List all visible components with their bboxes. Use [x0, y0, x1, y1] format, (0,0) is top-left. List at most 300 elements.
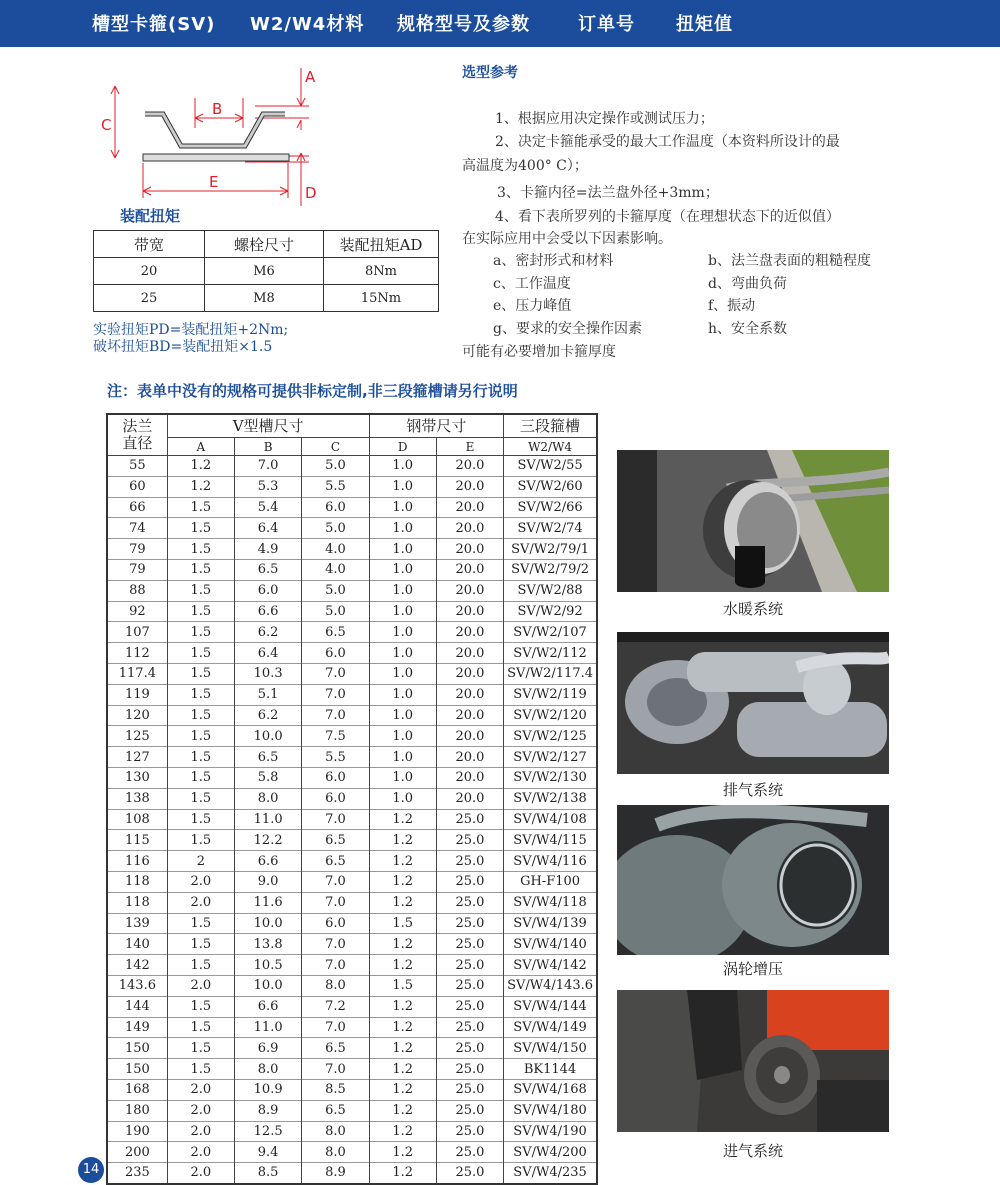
spec-cell: 1.5 [167, 996, 234, 1017]
spec-cell: 116 [107, 851, 167, 872]
spec-cell: SV/W2/117.4 [504, 663, 597, 684]
spec-cell: SV/W2/125 [504, 726, 597, 747]
spec-cell: 25.0 [436, 996, 503, 1017]
spec-cell: 13.8 [235, 934, 302, 955]
spec-cell: 6.5 [235, 747, 302, 768]
header-item-product: 槽型卡箍(SV) [92, 14, 216, 35]
spec-cell: 25.0 [436, 871, 503, 892]
spec-row [107, 622, 597, 643]
spec-cell: 25.0 [436, 1059, 503, 1080]
spec-cell: 6.5 [302, 851, 369, 872]
spec-cell: 1.2 [369, 809, 436, 830]
factor-e: e、压力峰值 [493, 298, 572, 314]
spec-cell: 7.0 [302, 705, 369, 726]
spec-cell: 1.2 [369, 955, 436, 976]
spec-cell: 6.0 [302, 497, 369, 518]
torque-table [93, 230, 439, 312]
spec-cell: 2.0 [167, 1142, 234, 1163]
spec-table [106, 413, 598, 1185]
spec-cell: 1.2 [369, 934, 436, 955]
spec-header-flange-line1: 法兰 [122, 417, 153, 435]
spec-cell: 1.5 [369, 975, 436, 996]
diagram-label-b: B [212, 100, 223, 118]
spec-cell: SV/W4/150 [504, 1038, 597, 1059]
spec-cell: 20.0 [436, 539, 503, 560]
spec-cell: 4.0 [302, 559, 369, 580]
spec-cell: 1.0 [369, 580, 436, 601]
spec-cell: 1.2 [369, 851, 436, 872]
spec-row [107, 601, 597, 622]
spec-cell: 25.0 [436, 975, 503, 996]
spec-cell: 6.9 [235, 1038, 302, 1059]
spec-cell: 7.0 [302, 1059, 369, 1080]
spec-cell: 127 [107, 747, 167, 768]
spec-cell: 2.0 [167, 871, 234, 892]
spec-cell: 7.0 [235, 456, 302, 477]
spec-cell: SV/W2/66 [504, 497, 597, 518]
spec-cell: 92 [107, 601, 167, 622]
spec-cell: SV/W4/200 [504, 1142, 597, 1163]
spec-cell: 120 [107, 705, 167, 726]
spec-cell: 7.0 [302, 934, 369, 955]
spec-cell: SV/W4/140 [504, 934, 597, 955]
spec-cell: 25.0 [436, 955, 503, 976]
spec-row [107, 1059, 597, 1080]
spec-cell: 25.0 [436, 830, 503, 851]
spec-row [107, 1100, 597, 1121]
spec-cell: SV/W4/149 [504, 1017, 597, 1038]
spec-row [107, 934, 597, 955]
torque-header-assembly: 装配扭矩AD [324, 231, 439, 258]
exhaust-caption: 排气系统 [722, 781, 783, 799]
spec-cell: 7.0 [302, 809, 369, 830]
spec-cell: 2.0 [167, 1163, 234, 1184]
torque-cell: 15Nm [324, 285, 439, 312]
spec-cell: 60 [107, 476, 167, 497]
spec-cell: SV/W2/60 [504, 476, 597, 497]
spec-cell: 1.0 [369, 663, 436, 684]
spec-cell: 66 [107, 497, 167, 518]
spec-header-band: 钢带尺寸 [369, 414, 504, 438]
spec-cell: 20.0 [436, 684, 503, 705]
reference-line-2a: 2、决定卡箍能承受的最大工作温度（本资料所设计的最 [495, 134, 840, 150]
spec-cell: 139 [107, 913, 167, 934]
spec-row [107, 975, 597, 996]
spec-cell: 11.6 [235, 892, 302, 913]
reference-line-3: 3、卡箍内径=法兰盘外径+3mm； [497, 185, 719, 201]
spec-cell: SV/W2/79/2 [504, 559, 597, 580]
spec-row [107, 580, 597, 601]
spec-cell: 1.5 [167, 1038, 234, 1059]
spec-cell: 6.0 [302, 643, 369, 664]
spec-cell: SV/W2/92 [504, 601, 597, 622]
factor-a: a、密封形式和材料 [493, 253, 614, 269]
spec-cell: 1.0 [369, 539, 436, 560]
spec-header-clamp: 三段箍槽 [504, 414, 597, 438]
spec-cell: 25.0 [436, 1121, 503, 1142]
spec-cell: SV/W2/120 [504, 705, 597, 726]
header-item-torque: 扭矩值 [676, 14, 733, 35]
spec-cell: 1.5 [167, 1059, 234, 1080]
spec-cell: 8.5 [302, 1079, 369, 1100]
spec-header-vgroove: V型槽尺寸 [167, 414, 369, 438]
spec-cell: 25.0 [436, 1100, 503, 1121]
spec-row [107, 871, 597, 892]
spec-cell: 1.2 [369, 1059, 436, 1080]
spec-cell: 6.6 [235, 601, 302, 622]
spec-cell: 8.0 [302, 975, 369, 996]
spec-row [107, 788, 597, 809]
factor-d: d、弯曲负荷 [708, 276, 787, 292]
spec-cell: 79 [107, 559, 167, 580]
torque-header-row [94, 231, 439, 258]
spec-cell: 1.0 [369, 643, 436, 664]
spec-cell: SV/W2/55 [504, 456, 597, 477]
spec-row [107, 663, 597, 684]
spec-cell: 1.5 [167, 788, 234, 809]
spec-cell: 20.0 [436, 726, 503, 747]
spec-subheader-material: W2/W4 [504, 438, 597, 456]
spec-cell: 10.0 [235, 975, 302, 996]
spec-cell: 8.0 [302, 1142, 369, 1163]
spec-cell: 1.2 [369, 1142, 436, 1163]
spec-cell: 1.5 [167, 747, 234, 768]
spec-cell: 1.5 [167, 913, 234, 934]
spec-cell: SV/W4/190 [504, 1121, 597, 1142]
spec-cell: SV/W2/88 [504, 580, 597, 601]
spec-cell: 1.2 [369, 1079, 436, 1100]
spec-cell: 7.2 [302, 996, 369, 1017]
spec-cell: 118 [107, 892, 167, 913]
spec-cell: 142 [107, 955, 167, 976]
spec-cell: 25.0 [436, 1038, 503, 1059]
spec-cell: 130 [107, 767, 167, 788]
spec-cell: SV/W2/138 [504, 788, 597, 809]
header-item-order: 订单号 [578, 14, 635, 35]
reference-title: 选型参考 [462, 65, 518, 81]
spec-cell: 10.9 [235, 1079, 302, 1100]
spec-cell: 1.5 [167, 934, 234, 955]
water-heating-photo [617, 450, 889, 592]
spec-cell: 140 [107, 934, 167, 955]
spec-cell: 119 [107, 684, 167, 705]
spec-cell: 1.5 [369, 913, 436, 934]
spec-row [107, 1163, 597, 1184]
spec-cell: 6.2 [235, 705, 302, 726]
spec-row [107, 705, 597, 726]
spec-cell: 7.0 [302, 871, 369, 892]
spec-cell: SV/W2/74 [504, 518, 597, 539]
spec-cell: 149 [107, 1017, 167, 1038]
spec-row [107, 747, 597, 768]
spec-cell: 20.0 [436, 747, 503, 768]
spec-cell: 190 [107, 1121, 167, 1142]
spec-cell: 1.2 [369, 1121, 436, 1142]
spec-cell: 5.0 [302, 456, 369, 477]
spec-cell: 4.9 [235, 539, 302, 560]
spec-cell: 9.4 [235, 1142, 302, 1163]
spec-cell: 12.2 [235, 830, 302, 851]
spec-table-body [107, 456, 597, 1184]
factor-g: g、要求的安全操作因素 [493, 321, 642, 337]
exhaust-photo [617, 632, 889, 774]
spec-subheader-e: E [436, 438, 503, 456]
spec-cell: 1.5 [167, 809, 234, 830]
spec-cell: 10.0 [235, 913, 302, 934]
spec-cell: 8.0 [235, 788, 302, 809]
header-item-spec: 规格型号及参数 [397, 14, 530, 35]
torque-row [94, 258, 439, 285]
spec-cell: SV/W4/142 [504, 955, 597, 976]
spec-cell: 1.5 [167, 767, 234, 788]
spec-cell: 20.0 [436, 559, 503, 580]
spec-cell: 143.6 [107, 975, 167, 996]
spec-cell: 1.5 [167, 622, 234, 643]
spec-cell: 1.2 [369, 871, 436, 892]
spec-cell: 6.6 [235, 851, 302, 872]
spec-cell: 1.5 [167, 559, 234, 580]
spec-cell: 5.4 [235, 497, 302, 518]
spec-cell: 79 [107, 539, 167, 560]
spec-cell: 12.5 [235, 1121, 302, 1142]
torque-title: 装配扭矩 [120, 207, 181, 225]
spec-cell: 1.5 [167, 726, 234, 747]
spec-cell: 6.0 [302, 767, 369, 788]
spec-cell: 5.0 [302, 601, 369, 622]
spec-header-flange-line2: 直径 [122, 434, 153, 452]
spec-cell: SV/W2/119 [504, 684, 597, 705]
spec-cell: SV/W2/107 [504, 622, 597, 643]
spec-cell: 1.5 [167, 684, 234, 705]
spec-cell: SV/W4/116 [504, 851, 597, 872]
spec-cell: 20.0 [436, 663, 503, 684]
spec-cell: 20.0 [436, 643, 503, 664]
spec-cell: 6.0 [302, 788, 369, 809]
spec-cell: 74 [107, 518, 167, 539]
spec-cell: 2.0 [167, 1100, 234, 1121]
spec-cell: 150 [107, 1059, 167, 1080]
spec-cell: 20.0 [436, 497, 503, 518]
spec-cell: 10.0 [235, 726, 302, 747]
spec-cell: 6.5 [302, 830, 369, 851]
spec-cell: 7.0 [302, 892, 369, 913]
spec-cell: 25.0 [436, 892, 503, 913]
spec-row [107, 809, 597, 830]
turbo-photo [617, 805, 889, 955]
reference-line-2b: 高温度为400° C）； [462, 158, 588, 174]
diagram-label-e: E [209, 173, 219, 191]
spec-cell: 7.0 [302, 1017, 369, 1038]
spec-cell: 168 [107, 1079, 167, 1100]
spec-header-flange [107, 414, 167, 456]
spec-cell: 2.0 [167, 1079, 234, 1100]
spec-cell: 2.0 [167, 892, 234, 913]
spec-cell: 1.2 [369, 1163, 436, 1184]
spec-cell: SV/W4/118 [504, 892, 597, 913]
spec-cell: 20.0 [436, 705, 503, 726]
spec-cell: 1.0 [369, 747, 436, 768]
spec-subheader-c: C [302, 438, 369, 456]
spec-cell: 200 [107, 1142, 167, 1163]
spec-cell: 1.5 [167, 1017, 234, 1038]
spec-cell: SV/W4/143.6 [504, 975, 597, 996]
spec-cell: 1.0 [369, 476, 436, 497]
spec-cell: 107 [107, 622, 167, 643]
spec-cell: 2 [167, 851, 234, 872]
spec-cell: SV/W4/115 [504, 830, 597, 851]
spec-cell: 118 [107, 871, 167, 892]
spec-cell: 1.2 [369, 892, 436, 913]
spec-cell: 1.0 [369, 705, 436, 726]
spec-cell: 1.2 [369, 1100, 436, 1121]
spec-cell: 6.2 [235, 622, 302, 643]
spec-cell: SV/W2/130 [504, 767, 597, 788]
spec-cell: 6.5 [302, 1100, 369, 1121]
spec-cell: 1.5 [167, 601, 234, 622]
spec-cell: 1.5 [167, 663, 234, 684]
spec-cell: 1.0 [369, 788, 436, 809]
spec-cell: 1.5 [167, 705, 234, 726]
spec-cell: 7.0 [302, 684, 369, 705]
reference-line-4a: 4、看下表所罗列的卡箍厚度（在理想状态下的近似值） [495, 209, 840, 225]
spec-cell: 1.2 [167, 476, 234, 497]
torque-row [94, 285, 439, 312]
spec-cell: 7.0 [302, 955, 369, 976]
spec-cell: 6.4 [235, 518, 302, 539]
spec-cell: 1.5 [167, 518, 234, 539]
spec-cell: 6.5 [302, 1038, 369, 1059]
spec-cell: 108 [107, 809, 167, 830]
spec-cell: 1.5 [167, 580, 234, 601]
spec-cell: 20.0 [436, 622, 503, 643]
spec-subheader-row [107, 438, 597, 456]
spec-cell: 138 [107, 788, 167, 809]
spec-cell: 1.5 [167, 497, 234, 518]
spec-cell: SV/W4/144 [504, 996, 597, 1017]
spec-row [107, 643, 597, 664]
spec-cell: 125 [107, 726, 167, 747]
spec-cell: 20.0 [436, 476, 503, 497]
diagram-label-a: A [305, 68, 316, 86]
spec-cell: 1.5 [167, 643, 234, 664]
spec-cell: 10.5 [235, 955, 302, 976]
spec-row [107, 497, 597, 518]
spec-cell: 1.5 [167, 539, 234, 560]
spec-cell: SV/W2/79/1 [504, 539, 597, 560]
spec-cell: 1.2 [369, 996, 436, 1017]
spec-cell: 235 [107, 1163, 167, 1184]
spec-cell: 1.0 [369, 497, 436, 518]
test-torque-note: 实验扭矩PD=装配扭矩+2Nm; [93, 322, 289, 338]
spec-row [107, 476, 597, 497]
spec-cell: SV/W2/112 [504, 643, 597, 664]
spec-cell: 1.2 [369, 1017, 436, 1038]
spec-cell: 25.0 [436, 934, 503, 955]
diagram-label-d: D [305, 184, 317, 202]
reference-line-4b: 在实际应用中会受以下因素影响。 [462, 231, 672, 247]
spec-cell: 1.0 [369, 622, 436, 643]
spec-subheader-b: B [235, 438, 302, 456]
spec-cell: 55 [107, 456, 167, 477]
spec-row [107, 518, 597, 539]
reference-closing: 可能有必要增加卡箍厚度 [462, 344, 616, 360]
spec-row [107, 767, 597, 788]
spec-cell: 5.3 [235, 476, 302, 497]
spec-cell: 1.0 [369, 726, 436, 747]
cross-section-diagram [95, 58, 335, 208]
factor-f: f、振动 [708, 298, 756, 314]
spec-cell: 10.3 [235, 663, 302, 684]
turbo-caption: 涡轮增压 [722, 960, 783, 978]
header-bar [0, 0, 1000, 47]
spec-cell: 8.0 [302, 1121, 369, 1142]
diagram-label-c: C [101, 116, 112, 134]
spec-cell: 6.5 [302, 622, 369, 643]
spec-header-row [107, 414, 597, 438]
spec-cell: 4.0 [302, 539, 369, 560]
torque-header-width: 带宽 [94, 231, 205, 258]
spec-cell: 1.0 [369, 601, 436, 622]
spec-cell: 25.0 [436, 1017, 503, 1038]
spec-cell: 88 [107, 580, 167, 601]
spec-row [107, 1038, 597, 1059]
spec-cell: 20.0 [436, 767, 503, 788]
header-item-material: W2/W4材料 [250, 14, 365, 35]
torque-cell: 25 [94, 285, 205, 312]
spec-cell: 25.0 [436, 1079, 503, 1100]
torque-notes [93, 322, 288, 356]
spec-cell: 1.5 [167, 830, 234, 851]
spec-row [107, 1121, 597, 1142]
spec-cell: 20.0 [436, 456, 503, 477]
spec-cell: SV/W4/168 [504, 1079, 597, 1100]
spec-cell: 1.2 [369, 1038, 436, 1059]
intake-photo [617, 990, 889, 1132]
spec-cell: 112 [107, 643, 167, 664]
spec-row [107, 1079, 597, 1100]
spec-row [107, 684, 597, 705]
spec-cell: SV/W4/108 [504, 809, 597, 830]
spec-cell: BK1144 [504, 1059, 597, 1080]
spec-cell: 150 [107, 1038, 167, 1059]
factor-c: c、工作温度 [493, 276, 571, 292]
spec-cell: 5.8 [235, 767, 302, 788]
spec-cell: 115 [107, 830, 167, 851]
spec-cell: 20.0 [436, 601, 503, 622]
spec-cell: 144 [107, 996, 167, 1017]
spec-cell: 1.0 [369, 456, 436, 477]
spec-row [107, 892, 597, 913]
spec-cell: GH-F100 [504, 871, 597, 892]
water-heating-caption: 水暖系统 [722, 600, 783, 618]
spec-row [107, 913, 597, 934]
spec-row [107, 955, 597, 976]
spec-cell: 25.0 [436, 851, 503, 872]
spec-cell: 2.0 [167, 975, 234, 996]
spec-cell: 20.0 [436, 580, 503, 601]
spec-cell: 6.0 [235, 580, 302, 601]
spec-cell: 8.9 [235, 1100, 302, 1121]
spec-cell: 6.6 [235, 996, 302, 1017]
torque-cell: 8Nm [324, 258, 439, 285]
spec-cell: 5.1 [235, 684, 302, 705]
spec-subheader-a: A [167, 438, 234, 456]
intake-caption: 进气系统 [722, 1142, 783, 1160]
torque-cell: 20 [94, 258, 205, 285]
spec-cell: 6.0 [302, 913, 369, 934]
factor-h: h、安全系数 [708, 321, 788, 337]
torque-header-bolt: 螺栓尺寸 [205, 231, 324, 258]
